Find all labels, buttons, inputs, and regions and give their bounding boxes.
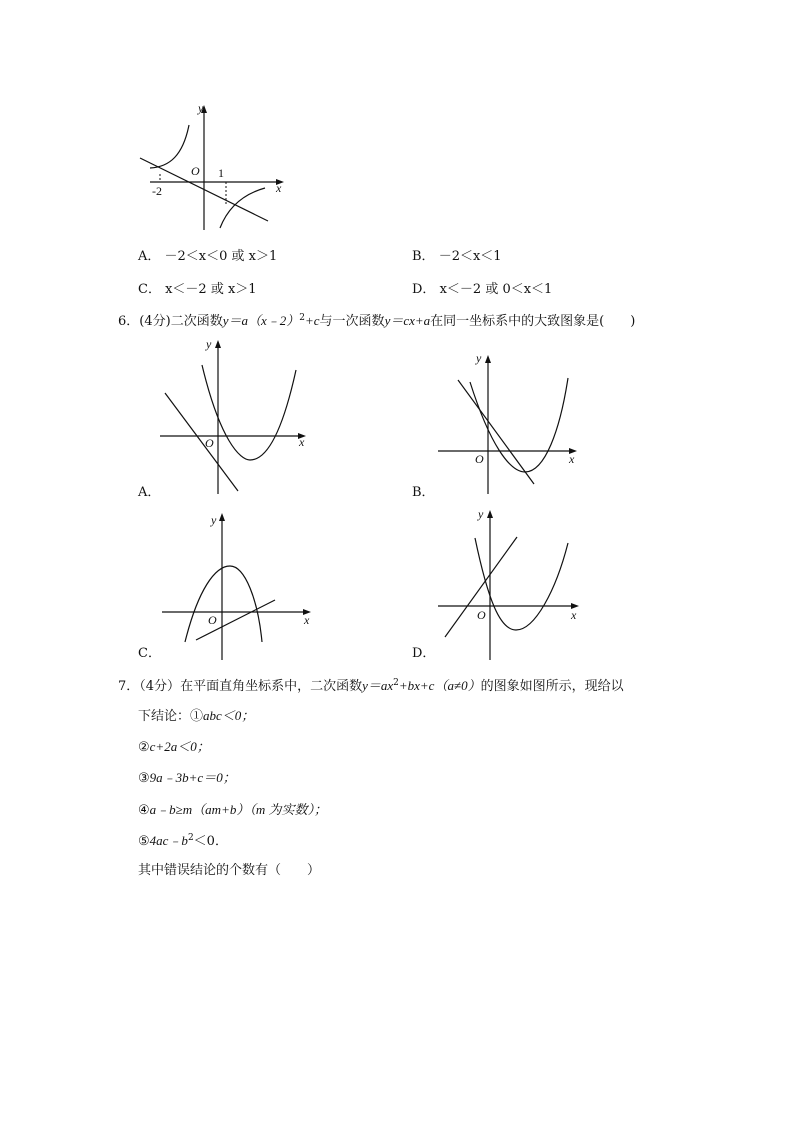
q6d-x-label: x [571,608,577,622]
q6a-x-label: x [299,435,305,449]
q6b-y-label: y [476,351,482,365]
q7-number: 7． [118,679,140,694]
q6a-origin-label: O [205,436,214,450]
q7-conclusion-2-text: c+2a＜0； [149,739,210,754]
q5-x-label: x [276,181,282,195]
q6-stem-part2: 与一次函数 [319,314,385,329]
q7-score: （4分） [139,679,181,694]
q7-line2 [138,708,254,725]
q5-option-d-text: x＜－2 或 0＜x＜1 [439,282,553,297]
q7-stem-part1: 在平面直角坐标系中，二次函数 [180,679,363,694]
q7-line2-text: 下结论： [138,709,191,724]
q7-conclusion-1-mark: ① [190,709,204,724]
q6b-origin-label: O [475,452,484,466]
q6-option-d-label: D． [412,646,436,661]
q7-conclusion-2 [138,739,210,756]
q5-tick-1: 1 [218,166,224,180]
q7-conclusion-3-text: 9a﹣3b+c＝0； [149,770,236,785]
q7-conclusion-5-mark: ⑤ [138,834,150,849]
q7-stem-part2: 的图象如图所示，现给以 [480,679,624,694]
q5-option-a-text: －2＜x＜0 或 x＞1 [164,249,278,264]
q6-expr1: y＝a（x﹣2） [222,313,300,328]
q5-option-b-letter: B． [412,249,435,264]
q5-y-label: y [198,101,204,115]
q7-conclusion-5 [138,833,228,850]
q6c-origin-label: O [208,613,217,627]
q7-stem [118,678,624,695]
q5-tick-neg2: -2 [152,184,162,198]
q6-number: 6． [118,314,140,329]
q6d-origin-label: O [477,608,486,622]
q6b-x-label: x [569,452,575,466]
q6d-y-label: y [478,507,484,521]
q7-conclusion-5-text: 4ac﹣b [149,833,188,848]
q7-conclusion-4-text: a﹣b≥m（am+b）（m 为实数）； [149,802,327,817]
q6c-y-label: y [211,513,217,527]
q7-expr: y＝ax [362,678,394,693]
q5-origin-label: O [191,164,200,178]
q7-expr-b: +bx+c（a≠0） [398,678,481,693]
q7-conclusion-4 [138,802,327,819]
q7-sup: 2 [393,678,399,688]
q6-option-c-label: C． [138,646,161,661]
q7-question: 其中错误结论的个数有（ ） [138,863,321,878]
q6-expr1b: +c [305,313,320,328]
q5-option-b-text: －2＜x＜1 [438,249,502,264]
q7-conclusion-1-text: abc＜0； [203,708,255,723]
q6-option-b-label: B． [412,485,435,500]
q7-conclusion-4-mark: ④ [138,803,150,818]
q6-stem-part1: 二次函数 [170,314,223,329]
q7-conclusion-5-sup: 2 [187,833,194,843]
q7-conclusion-3 [138,770,236,787]
q5-option-d-letter: D． [412,282,436,297]
q6-stem-part3: 在同一坐标系中的大致图象是( ) [430,314,636,329]
q6-expr2: y＝cx+a [384,313,431,328]
q6a-y-label: y [206,337,212,351]
q7-conclusion-3-mark: ③ [138,771,150,786]
q6-score: (4分) [139,314,171,329]
q5-option-c-letter: C． [138,282,161,297]
q5-option-a-letter: A． [138,249,161,264]
q6c-x-label: x [304,613,310,627]
q7-conclusion-2-mark: ② [138,740,150,755]
q7-conclusion-5-tail: ＜0． [193,834,228,849]
q5-option-c-text: x＜－2 或 x＞1 [165,282,257,297]
q6-option-a-label: A． [138,485,161,500]
q6-sup: 2 [299,313,305,323]
